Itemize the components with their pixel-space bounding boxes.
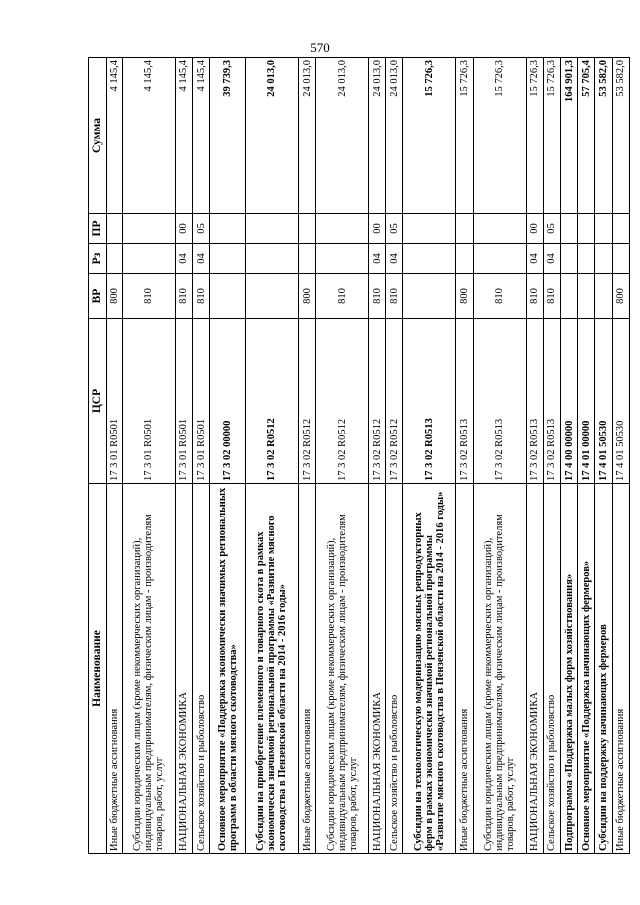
cell-name: Сельское хозяйство и рыболовство <box>386 484 403 854</box>
cell-sum: 15 726,3 <box>403 58 456 214</box>
cell-pr <box>595 214 612 244</box>
cell-rz: 04 <box>526 244 543 274</box>
table-row <box>543 58 560 854</box>
cell-csr: 17 4 01 00000 <box>578 319 595 484</box>
table-row <box>456 58 473 854</box>
cell-vr: 810 <box>386 274 403 319</box>
cell-name: НАЦИОНАЛЬНАЯ ЭКОНОМИКА <box>175 484 192 854</box>
cell-rz <box>245 244 298 274</box>
cell-name: Субсидии на поддержку начинающих фермеров <box>595 484 612 854</box>
cell-rz <box>316 244 369 274</box>
cell-name: Субсидии юридическим лицам (кроме некоммерческих организаций), индивидуальным предпринимателям, физическим лицам - производителям товаров, работ, услуг <box>473 484 526 854</box>
cell-name: Субсидии на приобретение племенного и товарного скота в рамках экономически значимой региональной программы «Развитие мясного скотоводства в Пензенской области на 2014 - 2016 годы» <box>245 484 298 854</box>
cell-rz: 04 <box>369 244 386 274</box>
header-pr: ПР <box>89 214 107 244</box>
cell-rz <box>456 244 473 274</box>
header-rz: Рз <box>89 244 107 274</box>
cell-pr <box>612 214 629 244</box>
cell-sum: 24 013,0 <box>298 58 315 214</box>
cell-vr: 810 <box>316 274 369 319</box>
cell-vr <box>210 274 246 319</box>
cell-rz <box>578 244 595 274</box>
cell-pr <box>578 214 595 244</box>
cell-vr: 810 <box>175 274 192 319</box>
cell-pr <box>298 214 315 244</box>
cell-name: НАЦИОНАЛЬНАЯ ЭКОНОМИКА <box>369 484 386 854</box>
cell-name: Субсидии юридическим лицам (кроме некоммерческих организаций), индивидуальным предпринимателям, физическим лицам - производителям товаров, работ, услуг <box>316 484 369 854</box>
table-row <box>107 58 123 854</box>
cell-csr: 17 3 02 R0513 <box>456 319 473 484</box>
page-number: 570 <box>310 40 330 55</box>
cell-sum: 57 705,4 <box>578 58 595 214</box>
cell-name: Подпрограмма «Поддержка малых форм хозяйствования» <box>561 484 578 854</box>
cell-vr <box>578 274 595 319</box>
cell-csr: 17 3 01 R0501 <box>122 319 175 484</box>
table-row <box>369 58 386 854</box>
cell-sum: 15 726,3 <box>456 58 473 214</box>
cell-sum: 24 013,0 <box>245 58 298 214</box>
cell-name: Иные бюджетные ассигнования <box>107 484 123 854</box>
cell-vr: 810 <box>193 274 210 319</box>
cell-name: Основное мероприятие «Поддержка начинающих фермеров» <box>578 484 595 854</box>
cell-csr: 17 3 02 R0512 <box>369 319 386 484</box>
cell-pr: 00 <box>175 214 192 244</box>
cell-name: Основное мероприятие «Поддержка экономически значимых региональных программ в области мясного скотоводства» <box>210 484 246 854</box>
table-row <box>245 58 298 854</box>
cell-pr <box>107 214 123 244</box>
cell-vr: 800 <box>298 274 315 319</box>
table-row <box>386 58 403 854</box>
cell-rz: 04 <box>543 244 560 274</box>
cell-vr: 810 <box>369 274 386 319</box>
cell-csr: 17 3 02 R0512 <box>316 319 369 484</box>
cell-pr <box>473 214 526 244</box>
cell-csr: 17 4 01 50530 <box>595 319 612 484</box>
cell-rz: 04 <box>193 244 210 274</box>
cell-name: Субсидии на технологическую модернизацию мясных репродукторных ферм в рамках экономически значимой региональной программы «Развитие мясного скотоводства в Пензенской области на 2014 - 2016 годы» <box>403 484 456 854</box>
rotated-table-container <box>88 58 630 854</box>
cell-name: Иные бюджетные ассигнования <box>456 484 473 854</box>
cell-csr: 17 3 02 R0512 <box>386 319 403 484</box>
cell-vr: 800 <box>612 274 629 319</box>
table-row <box>175 58 192 854</box>
table-row <box>612 58 629 854</box>
table-row <box>578 58 595 854</box>
cell-sum: 53 582,0 <box>612 58 629 214</box>
cell-sum: 39 739,3 <box>210 58 246 214</box>
cell-pr: 00 <box>526 214 543 244</box>
table-row <box>561 58 578 854</box>
header-sum: Сумма <box>89 58 107 214</box>
cell-vr <box>245 274 298 319</box>
table-row <box>298 58 315 854</box>
cell-rz <box>210 244 246 274</box>
header-vr: ВР <box>89 274 107 319</box>
cell-vr: 810 <box>122 274 175 319</box>
cell-name: Субсидии юридическим лицам (кроме некоммерческих организаций), индивидуальным предпринимателям, физическим лицам - производителям товаров, работ, услуг <box>122 484 175 854</box>
cell-vr <box>561 274 578 319</box>
cell-sum: 4 145,4 <box>175 58 192 214</box>
cell-sum: 53 582,0 <box>595 58 612 214</box>
cell-pr: 05 <box>193 214 210 244</box>
cell-name: Сельское хозяйство и рыболовство <box>193 484 210 854</box>
cell-sum: 4 145,4 <box>193 58 210 214</box>
cell-vr <box>403 274 456 319</box>
cell-sum: 24 013,0 <box>369 58 386 214</box>
cell-csr: 17 3 02 R0513 <box>543 319 560 484</box>
table-row <box>473 58 526 854</box>
table-row <box>595 58 612 854</box>
cell-sum: 15 726,3 <box>526 58 543 214</box>
cell-sum: 24 013,0 <box>386 58 403 214</box>
cell-rz <box>298 244 315 274</box>
header-name: Наименование <box>89 484 107 854</box>
cell-name: Иные бюджетные ассигнования <box>612 484 629 854</box>
cell-pr <box>245 214 298 244</box>
cell-vr <box>595 274 612 319</box>
cell-name: Сельское хозяйство и рыболовство <box>543 484 560 854</box>
cell-pr: 05 <box>386 214 403 244</box>
table-body <box>107 58 630 854</box>
table-row <box>403 58 456 854</box>
cell-csr: 17 3 02 R0512 <box>298 319 315 484</box>
cell-rz <box>107 244 123 274</box>
cell-rz <box>122 244 175 274</box>
cell-sum: 4 145,4 <box>122 58 175 214</box>
cell-pr <box>316 214 369 244</box>
cell-vr: 810 <box>526 274 543 319</box>
cell-rz: 04 <box>175 244 192 274</box>
cell-pr <box>403 214 456 244</box>
cell-rz: 04 <box>386 244 403 274</box>
cell-vr: 800 <box>107 274 123 319</box>
cell-pr <box>456 214 473 244</box>
cell-rz <box>612 244 629 274</box>
cell-pr <box>210 214 246 244</box>
cell-pr <box>122 214 175 244</box>
table-row <box>210 58 246 854</box>
cell-csr: 17 3 02 R0513 <box>403 319 456 484</box>
cell-pr: 00 <box>369 214 386 244</box>
table-header-row <box>89 58 107 854</box>
cell-sum: 4 145,4 <box>107 58 123 214</box>
table-row <box>193 58 210 854</box>
cell-rz <box>595 244 612 274</box>
cell-csr: 17 3 02 R0513 <box>526 319 543 484</box>
cell-csr: 17 3 01 R0501 <box>175 319 192 484</box>
table-row <box>316 58 369 854</box>
cell-pr <box>561 214 578 244</box>
cell-name: НАЦИОНАЛЬНАЯ ЭКОНОМИКА <box>526 484 543 854</box>
cell-vr: 810 <box>473 274 526 319</box>
cell-rz <box>403 244 456 274</box>
table-row <box>122 58 175 854</box>
cell-pr: 05 <box>543 214 560 244</box>
cell-sum: 15 726,3 <box>543 58 560 214</box>
cell-csr: 17 3 02 R0512 <box>245 319 298 484</box>
cell-csr: 17 3 02 00000 <box>210 319 246 484</box>
cell-vr: 810 <box>543 274 560 319</box>
cell-sum: 15 726,3 <box>473 58 526 214</box>
cell-vr: 800 <box>456 274 473 319</box>
cell-csr: 17 4 00 00000 <box>561 319 578 484</box>
cell-rz <box>561 244 578 274</box>
cell-csr: 17 3 01 R0501 <box>107 319 123 484</box>
cell-name: Иные бюджетные ассигнования <box>298 484 315 854</box>
cell-rz <box>473 244 526 274</box>
cell-csr: 17 3 01 R0501 <box>193 319 210 484</box>
header-csr: ЦСР <box>89 319 107 484</box>
cell-sum: 164 901,3 <box>561 58 578 214</box>
cell-csr: 17 3 02 R0513 <box>473 319 526 484</box>
cell-csr: 17 4 01 50530 <box>612 319 629 484</box>
cell-sum: 24 013,0 <box>316 58 369 214</box>
table-row <box>526 58 543 854</box>
budget-table <box>88 57 630 854</box>
